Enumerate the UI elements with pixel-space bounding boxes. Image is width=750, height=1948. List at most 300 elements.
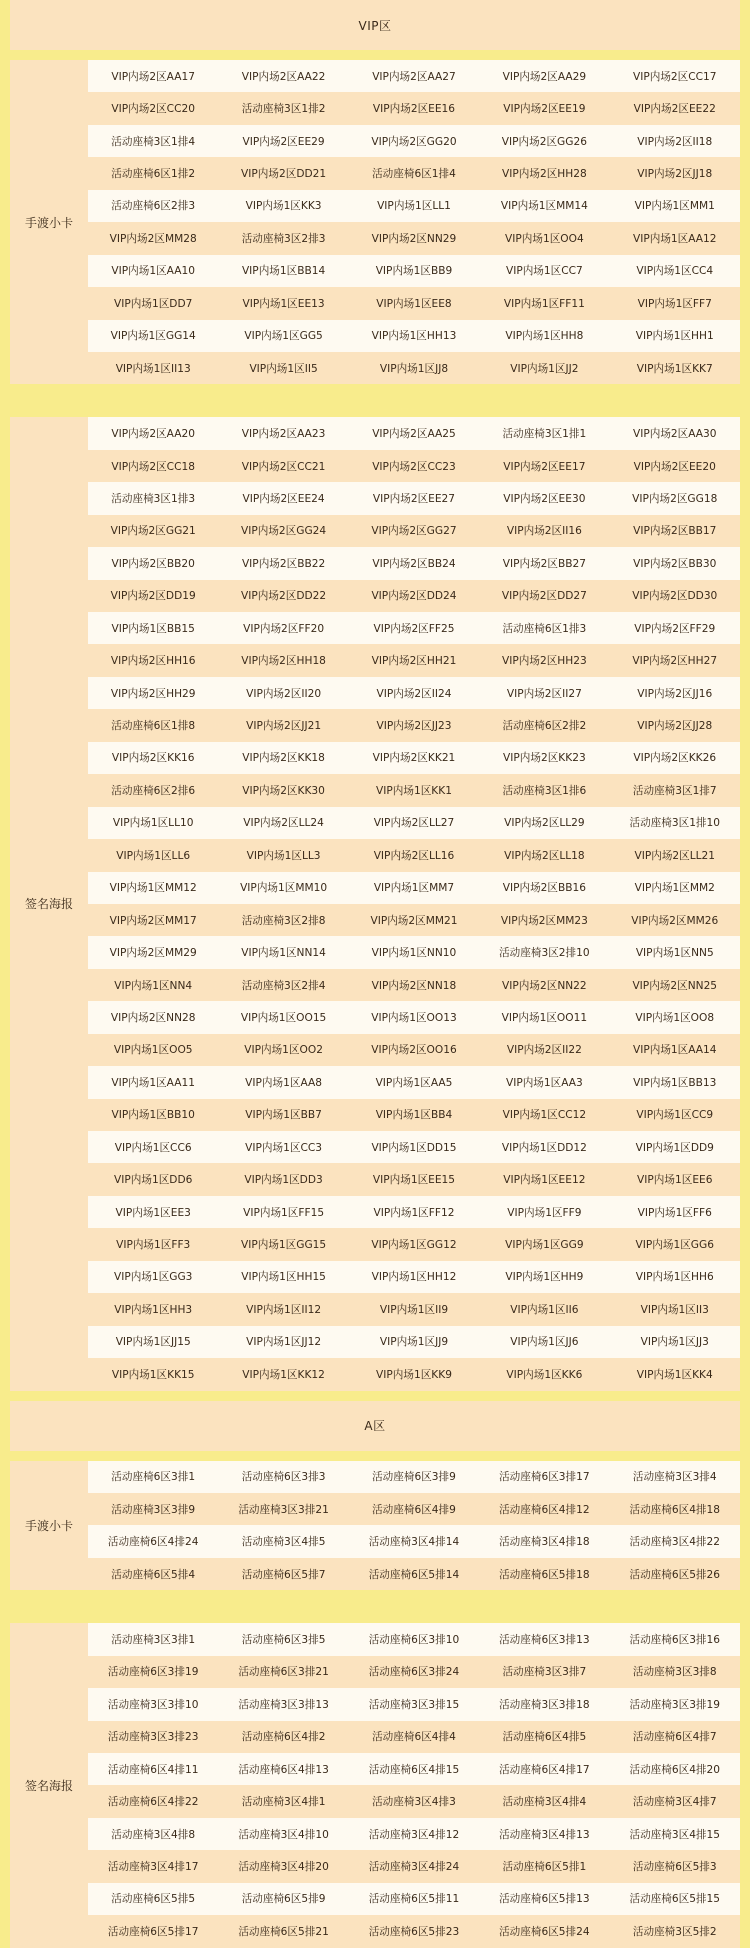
table-row: [88, 190, 740, 222]
table-row: [88, 1131, 740, 1163]
seat-cell: VIP内场2区MM28: [109, 232, 197, 245]
seat-cell: 活动座椅3区3排7: [502, 1666, 587, 1679]
seat-cell: VIP内场1区MM7: [373, 882, 455, 895]
seat-cell: 活动座椅3区4排22: [629, 1536, 721, 1549]
seat-cell: VIP内场2区EE22: [633, 103, 716, 116]
seat-cell: VIP内场2区BB24: [372, 557, 456, 570]
seat-cell: VIP内场1区MM2: [634, 882, 715, 895]
seat-cell: VIP内场1区CC4: [636, 265, 714, 278]
seat-cell: 活动座椅6区3排3: [241, 1471, 326, 1484]
seat-cell: VIP内场2区DD27: [501, 590, 587, 603]
table-row: [88, 1753, 740, 1785]
seat-cell: 活动座椅3区1排7: [632, 784, 717, 797]
seat-cell: VIP内场2区DD30: [632, 590, 718, 603]
seat-cell: VIP内场2区NN22: [502, 979, 587, 992]
table-row: [88, 547, 740, 579]
seat-cell: VIP内场2区CC21: [241, 460, 326, 473]
seat-cell: VIP内场1区GG15: [240, 1239, 327, 1252]
seat-cell: 活动座椅3区4排20: [238, 1861, 329, 1874]
seat-cell: VIP内场1区CC3: [245, 1141, 322, 1154]
seat-cell: VIP内场2区LL16: [373, 849, 455, 862]
seat-cell: VIP内场2区EE24: [242, 492, 325, 505]
seat-cell: 活动座椅3区1排1: [502, 428, 587, 441]
seat-cell: VIP内场2区GG26: [501, 135, 587, 148]
seat-cell: VIP内场2区MM23: [500, 914, 588, 927]
seat-cell: VIP内场1区CC6: [114, 1141, 192, 1154]
seat-cell: VIP内场2区DD21: [241, 168, 327, 181]
seat-cell: 活动座椅3区4排5: [241, 1536, 326, 1549]
table-row: [88, 287, 740, 319]
seat-cell: VIP内场2区II16: [506, 525, 582, 538]
seat-cell: VIP内场2区AA20: [111, 428, 195, 441]
seat-cell: VIP内场2区HH28: [502, 168, 587, 181]
seat-cell: VIP内场1区HH12: [371, 1271, 457, 1284]
seat-cell: 活动座椅3区2排3: [241, 232, 326, 245]
seat-cell: VIP内场2区BB22: [241, 557, 326, 570]
seat-cell: 活动座椅3区4排7: [632, 1796, 717, 1809]
seat-cell: 活动座椅6区4排12: [499, 1503, 590, 1516]
seat-cell: VIP内场2区HH18: [241, 655, 326, 668]
table-row: [88, 839, 740, 871]
seat-cell: VIP内场1区KK9: [376, 1368, 452, 1381]
seat-cell: VIP内场2区II18: [637, 135, 713, 148]
seat-cell: VIP内场2区HH23: [502, 655, 587, 668]
seat-cell: VIP内场1区II3: [640, 1303, 709, 1316]
table-row: [88, 1721, 740, 1753]
seat-cell: VIP内场1区EE12: [503, 1174, 586, 1187]
seat-cell: VIP内场1区FF3: [116, 1239, 191, 1252]
seat-cell: VIP内场2区LL29: [504, 817, 585, 830]
seat-cell: VIP内场1区HH15: [241, 1271, 326, 1284]
seat-cell: 活动座椅6区1排4: [372, 168, 456, 181]
table-row: [88, 222, 740, 254]
seat-cell: VIP内场1区GG3: [113, 1271, 193, 1284]
seat-cell: 活动座椅3区3排21: [238, 1503, 329, 1516]
seat-cell: 活动座椅3区1排6: [502, 784, 587, 797]
seat-cell: VIP内场2区BB20: [111, 557, 195, 570]
seat-cell: VIP内场2区JJ23: [376, 720, 452, 733]
seat-cell: VIP内场1区LL3: [246, 849, 321, 862]
seat-cell: VIP内场1区HH13: [371, 330, 457, 343]
seat-cell: 活动座椅3区3排23: [107, 1731, 199, 1744]
seat-cell: VIP内场2区JJ28: [637, 720, 713, 733]
table-row: [88, 1785, 740, 1817]
table-row: [88, 644, 740, 676]
table-row: [88, 872, 740, 904]
seat-cell: VIP内场2区MM17: [109, 914, 197, 927]
seat-cell: 活动座椅3区3排18: [499, 1698, 590, 1711]
seat-cell: VIP内场2区AA22: [241, 70, 326, 83]
table-row: [88, 1915, 740, 1947]
seat-cell: VIP内场2区LL27: [373, 817, 455, 830]
seat-cell: 活动座椅3区4排4: [502, 1796, 587, 1809]
seat-cell: VIP内场2区BB27: [502, 557, 587, 570]
seat-cell: VIP内场1区AA14: [632, 1044, 717, 1057]
seat-cell: 活动座椅6区5排18: [499, 1568, 590, 1581]
seat-cell: VIP内场2区KK26: [633, 752, 717, 765]
seat-cell: VIP内场2区EE16: [372, 103, 456, 116]
seat-cell: VIP内场2区KK16: [111, 752, 195, 765]
seat-cell: VIP内场2区NN25: [632, 979, 718, 992]
table-row: [88, 1163, 740, 1195]
seat-cell: VIP内场1区GG14: [110, 330, 196, 343]
seat-cell: VIP内场1区AA10: [111, 265, 195, 278]
seat-cell: VIP内场2区KK18: [242, 752, 325, 765]
seat-cell: VIP内场1区JJ6: [510, 1336, 579, 1349]
seat-cell: VIP内场1区FF15: [243, 1206, 325, 1219]
seat-cell: VIP内场2区FF25: [373, 622, 455, 635]
seat-cell: 活动座椅6区5排5: [111, 1893, 196, 1906]
seat-cell: 活动座椅6区3排21: [238, 1666, 329, 1679]
seat-cell: VIP内场2区EE19: [503, 103, 586, 116]
seat-cell: VIP内场1区MM12: [109, 882, 197, 895]
seat-cell: VIP内场1区KK4: [636, 1368, 713, 1381]
seat-cell: VIP内场1区HH3: [114, 1303, 193, 1316]
seat-cell: VIP内场1区NN10: [371, 947, 457, 960]
seat-cell: 活动座椅6区4排5: [502, 1731, 587, 1744]
seat-cell: 活动座椅3区1排10: [629, 817, 721, 830]
table-row: [88, 417, 740, 449]
seat-cell: VIP内场1区DD9: [635, 1141, 714, 1154]
seat-cell: 活动座椅6区2排6: [111, 784, 196, 797]
seat-cell: VIP内场1区HH8: [505, 330, 584, 343]
seat-cell: 活动座椅3区3排8: [632, 1666, 717, 1679]
group-a-poster: [10, 1623, 740, 1947]
seat-cell: VIP内场2区AA23: [241, 428, 326, 441]
seat-cell: VIP内场1区EE8: [376, 297, 452, 310]
seat-cell: VIP内场1区JJ2: [510, 362, 579, 375]
seat-grid: [88, 1623, 740, 1947]
seat-cell: 活动座椅6区3排1: [111, 1471, 196, 1484]
seat-cell: VIP内场1区BB13: [633, 1076, 717, 1089]
seat-cell: VIP内场2区AA30: [632, 428, 717, 441]
table-row: [88, 255, 740, 287]
seat-grid: [88, 417, 740, 1390]
table-row: [88, 709, 740, 741]
seat-cell: 活动座椅6区5排24: [499, 1925, 590, 1938]
seat-cell: VIP内场2区AA25: [372, 428, 456, 441]
seat-cell: 活动座椅6区5排9: [241, 1893, 326, 1906]
seat-cell: 活动座椅6区3排9: [372, 1471, 456, 1484]
seat-cell: 活动座椅6区4排2: [241, 1731, 326, 1744]
seat-cell: 活动座椅3区4排24: [368, 1861, 460, 1874]
seat-cell: 活动座椅6区5排15: [629, 1893, 721, 1906]
seat-cell: VIP内场2区EE17: [503, 460, 586, 473]
seat-cell: 活动座椅6区3排13: [499, 1633, 590, 1646]
seat-cell: 活动座椅6区2排3: [111, 200, 196, 213]
seat-cell: VIP内场1区MM1: [634, 200, 715, 213]
seat-cell: VIP内场2区JJ18: [637, 168, 713, 181]
seat-cell: 活动座椅6区1排3: [502, 622, 587, 635]
table-row: [88, 92, 740, 124]
seat-cell: VIP内场1区JJ15: [115, 1336, 191, 1349]
seat-cell: VIP内场2区AA29: [502, 70, 587, 83]
seat-cell: VIP内场2区OO16: [371, 1044, 457, 1057]
seat-cell: 活动座椅6区4排18: [629, 1503, 721, 1516]
seat-cell: VIP内场2区II24: [376, 687, 452, 700]
seat-cell: VIP内场1区KK6: [506, 1368, 583, 1381]
seat-cell: 活动座椅6区4排13: [238, 1763, 329, 1776]
seat-cell: VIP内场2区EE20: [633, 460, 716, 473]
table-row: [88, 482, 740, 514]
seat-cell: 活动座椅6区3排19: [107, 1666, 199, 1679]
seat-cell: VIP内场1区MM14: [500, 200, 588, 213]
seat-cell: 活动座椅6区2排2: [502, 720, 587, 733]
table-row: [88, 904, 740, 936]
seat-cell: VIP内场2区MM29: [109, 947, 197, 960]
seat-cell: VIP内场2区MM26: [631, 914, 719, 927]
seat-cell: VIP内场1区AA5: [375, 1076, 453, 1089]
seat-cell: VIP内场1区JJ12: [246, 1336, 322, 1349]
table-row: [88, 1883, 740, 1915]
table-row: [88, 1293, 740, 1325]
seat-cell: 活动座椅6区1排2: [111, 168, 196, 181]
table-row: [88, 1688, 740, 1720]
seat-cell: VIP内场1区OO8: [635, 1011, 715, 1024]
seat-cell: VIP内场2区JJ16: [637, 687, 713, 700]
seat-cell: VIP内场2区GG18: [632, 492, 718, 505]
seat-cell: VIP内场2区CC17: [632, 70, 717, 83]
seat-cell: 活动座椅3区4排1: [241, 1796, 326, 1809]
seat-cell: 活动座椅6区4排20: [629, 1763, 721, 1776]
seat-cell: VIP内场1区LL6: [116, 849, 191, 862]
seat-cell: 活动座椅6区3排5: [241, 1633, 326, 1646]
seat-cell: VIP内场1区CC7: [505, 265, 583, 278]
seat-cell: VIP内场2区II27: [506, 687, 582, 700]
group-label: 手渡小卡: [24, 1518, 73, 1533]
table-row: [88, 1818, 740, 1850]
seat-cell: VIP内场2区EE27: [372, 492, 456, 505]
seat-cell: VIP内场1区AA3: [505, 1076, 583, 1089]
seat-cell: 活动座椅3区3排19: [629, 1698, 721, 1711]
seat-cell: VIP内场1区II9: [379, 1303, 449, 1316]
seat-cell: VIP内场1区LL1: [377, 200, 451, 213]
seat-cell: VIP内场1区DD7: [114, 297, 193, 310]
table-row: [88, 1623, 740, 1655]
seat-cell: 活动座椅3区4排13: [499, 1828, 590, 1841]
seat-cell: VIP内场2区LL21: [634, 849, 716, 862]
seat-cell: 活动座椅6区4排7: [632, 1731, 717, 1744]
seat-cell: VIP内场2区AA17: [111, 70, 195, 83]
seat-cell: 活动座椅3区3排9: [111, 1503, 196, 1516]
seat-cell: VIP内场1区KK12: [242, 1368, 325, 1381]
seat-cell: VIP内场2区NN18: [371, 979, 457, 992]
seat-cell: 活动座椅6区5排1: [502, 1861, 587, 1874]
seat-cell: VIP内场2区GG21: [110, 525, 196, 538]
seat-cell: 活动座椅6区1排8: [111, 720, 196, 733]
group-vip-poster: [10, 417, 740, 1390]
table-row: [88, 1358, 740, 1390]
table-row: [88, 1525, 740, 1557]
seat-cell: VIP内场1区FF12: [373, 1206, 455, 1219]
seat-cell: VIP内场1区AA11: [111, 1076, 195, 1089]
seat-cell: 活动座椅3区3排4: [632, 1471, 717, 1484]
seat-cell: VIP内场2区CC18: [111, 460, 195, 473]
seat-cell: VIP内场1区OO13: [371, 1011, 457, 1024]
seat-cell: 活动座椅6区5排21: [238, 1925, 329, 1938]
seat-cell: VIP内场1区KK7: [636, 362, 713, 375]
seat-cell: VIP内场1区GG12: [371, 1239, 457, 1252]
seat-cell: 活动座椅6区5排7: [241, 1568, 326, 1581]
seat-cell: VIP内场1区BB15: [111, 622, 195, 635]
zone-header-a: A区: [10, 1401, 740, 1451]
seat-cell: VIP内场1区KK15: [111, 1368, 195, 1381]
seat-cell: VIP内场1区II5: [249, 362, 318, 375]
table-row: [88, 742, 740, 774]
seat-cell: VIP内场1区JJ3: [640, 1336, 709, 1349]
seat-cell: VIP内场1区BB9: [375, 265, 453, 278]
seat-cell: VIP内场2区BB16: [502, 882, 587, 895]
seat-cell: VIP内场2区II20: [246, 687, 322, 700]
seat-cell: 活动座椅3区1排4: [111, 135, 196, 148]
table-row: [88, 1066, 740, 1098]
seat-cell: VIP内场1区BB14: [241, 265, 326, 278]
seat-cell: VIP内场1区EE6: [637, 1174, 713, 1187]
seat-cell: VIP内场2区EE29: [242, 135, 325, 148]
seat-cell: VIP内场2区NN29: [371, 232, 457, 245]
seat-cell: VIP内场1区AA8: [245, 1076, 322, 1089]
seat-cell: 活动座椅3区4排18: [499, 1536, 590, 1549]
seat-cell: VIP内场1区GG9: [505, 1239, 584, 1252]
table-row: [88, 60, 740, 92]
seat-cell: VIP内场2区II22: [506, 1044, 582, 1057]
seat-cell: VIP内场2区CC20: [111, 103, 195, 116]
seat-cell: VIP内场2区AA27: [372, 70, 456, 83]
seat-grid: [88, 1461, 740, 1591]
table-row: [88, 1228, 740, 1260]
seat-cell: VIP内场2区KK23: [503, 752, 586, 765]
seat-cell: VIP内场1区II12: [246, 1303, 322, 1316]
seat-cell: VIP内场1区OO2: [244, 1044, 323, 1057]
seat-cell: VIP内场2区NN28: [110, 1011, 196, 1024]
seat-cell: VIP内场1区OO5: [113, 1044, 193, 1057]
seat-cell: VIP内场2区KK21: [372, 752, 456, 765]
seat-cell: VIP内场2区DD22: [241, 590, 327, 603]
seat-cell: VIP内场2区FF29: [634, 622, 716, 635]
seat-cell: VIP内场1区OO4: [505, 232, 584, 245]
seat-cell: VIP内场2区BB30: [633, 557, 717, 570]
seat-cell: VIP内场1区KK1: [376, 784, 452, 797]
seat-cell: VIP内场2区HH16: [110, 655, 196, 668]
seat-cell: VIP内场1区II6: [510, 1303, 579, 1316]
seat-cell: VIP内场1区BB7: [245, 1109, 322, 1122]
seat-cell: VIP内场1区GG5: [244, 330, 323, 343]
table-row: [88, 125, 740, 157]
table-row: [88, 1196, 740, 1228]
seat-cell: 活动座椅6区5排3: [632, 1861, 717, 1874]
seat-cell: VIP内场1区FF9: [507, 1206, 582, 1219]
group-a-photocard: [10, 1461, 740, 1591]
seat-cell: 活动座椅3区2排10: [499, 947, 590, 960]
table-row: [88, 1261, 740, 1293]
seat-cell: VIP内场2区MM21: [370, 914, 458, 927]
seat-cell: VIP内场1区NN5: [635, 947, 714, 960]
seat-cell: VIP内场1区JJ9: [379, 1336, 449, 1349]
table-row: [88, 1493, 740, 1525]
seat-cell: 活动座椅6区3排24: [368, 1666, 460, 1679]
seat-cell: VIP内场1区DD6: [114, 1174, 193, 1187]
seat-cell: 活动座椅3区4排14: [368, 1536, 460, 1549]
seat-cell: VIP内场2区HH27: [632, 655, 718, 668]
table-row: [88, 157, 740, 189]
group-label: 手渡小卡: [24, 215, 73, 230]
seat-cell: 活动座椅6区5排26: [629, 1568, 721, 1581]
table-row: [88, 1461, 740, 1493]
seat-cell: VIP内场2区HH29: [110, 687, 196, 700]
seat-cell: VIP内场1区LL10: [112, 817, 194, 830]
table-row: [88, 807, 740, 839]
seat-cell: VIP内场1区DD3: [244, 1174, 323, 1187]
seat-cell: 活动座椅3区4排17: [107, 1861, 199, 1874]
seat-cell: VIP内场2区LL24: [243, 817, 324, 830]
seat-cell: 活动座椅3区5排2: [632, 1925, 717, 1938]
seat-cell: VIP内场1区OO15: [240, 1011, 327, 1024]
table-row: [88, 774, 740, 806]
seat-cell: 活动座椅3区3排13: [238, 1698, 329, 1711]
seat-cell: VIP内场2区GG20: [371, 135, 457, 148]
seat-cell: 活动座椅6区5排14: [368, 1568, 460, 1581]
seat-cell: 活动座椅6区4排15: [368, 1763, 460, 1776]
group-label: 签名海报: [24, 1778, 73, 1793]
seat-cell: 活动座椅6区5排23: [368, 1925, 460, 1938]
seat-cell: 活动座椅6区4排11: [107, 1763, 199, 1776]
seat-cell: VIP内场2区DD19: [110, 590, 196, 603]
seat-cell: 活动座椅3区2排4: [241, 979, 326, 992]
seat-cell: VIP内场1区CC9: [636, 1109, 714, 1122]
seat-cell: VIP内场2区KK30: [242, 784, 325, 797]
seat-cell: 活动座椅6区3排17: [499, 1471, 590, 1484]
table-row: [88, 320, 740, 352]
seat-cell: 活动座椅3区3排1: [111, 1633, 196, 1646]
seat-cell: VIP内场1区JJ8: [379, 362, 449, 375]
seat-cell: 活动座椅6区4排9: [372, 1503, 456, 1516]
seat-grid: [88, 60, 740, 384]
seat-cell: VIP内场1区HH9: [505, 1271, 584, 1284]
seat-cell: VIP内场1区BB4: [375, 1109, 453, 1122]
seat-cell: 活动座椅6区5排13: [499, 1893, 590, 1906]
seat-cell: 活动座椅6区4排17: [499, 1763, 590, 1776]
seat-cell: 活动座椅6区4排4: [372, 1731, 456, 1744]
seat-cell: VIP内场2区FF20: [243, 622, 325, 635]
table-row: [88, 1850, 740, 1882]
table-row: [88, 1558, 740, 1590]
zone-header-vip: VIP区: [10, 0, 740, 50]
group-label: 签名海报: [24, 897, 73, 912]
table-row: [88, 677, 740, 709]
table-row: [88, 580, 740, 612]
seat-cell: VIP内场1区NN4: [114, 979, 193, 992]
seat-cell: VIP内场1区MM10: [240, 882, 328, 895]
seat-cell: 活动座椅3区4排10: [238, 1828, 329, 1841]
table-row: [88, 1034, 740, 1066]
seat-cell: VIP内场1区NN14: [241, 947, 326, 960]
seat-cell: VIP内场2区EE30: [503, 492, 586, 505]
seat-cell: 活动座椅6区4排22: [107, 1796, 199, 1809]
seat-cell: VIP内场1区II13: [115, 362, 191, 375]
seat-cell: VIP内场2区CC23: [372, 460, 456, 473]
group-vip-photocard: [10, 60, 740, 384]
seat-cell: VIP内场1区EE13: [242, 297, 325, 310]
seat-cell: VIP内场1区HH6: [635, 1271, 714, 1284]
seat-cell: 活动座椅6区5排11: [368, 1893, 460, 1906]
seat-cell: VIP内场1区DD15: [371, 1141, 457, 1154]
seat-cell: 活动座椅6区5排17: [107, 1925, 199, 1938]
seat-cell: 活动座椅6区5排4: [111, 1568, 196, 1581]
seat-cell: VIP内场1区CC12: [502, 1109, 587, 1122]
seat-cell: 活动座椅6区3排10: [368, 1633, 460, 1646]
seat-cell: VIP内场1区DD12: [501, 1141, 587, 1154]
seat-cell: 活动座椅3区2排8: [241, 914, 326, 927]
